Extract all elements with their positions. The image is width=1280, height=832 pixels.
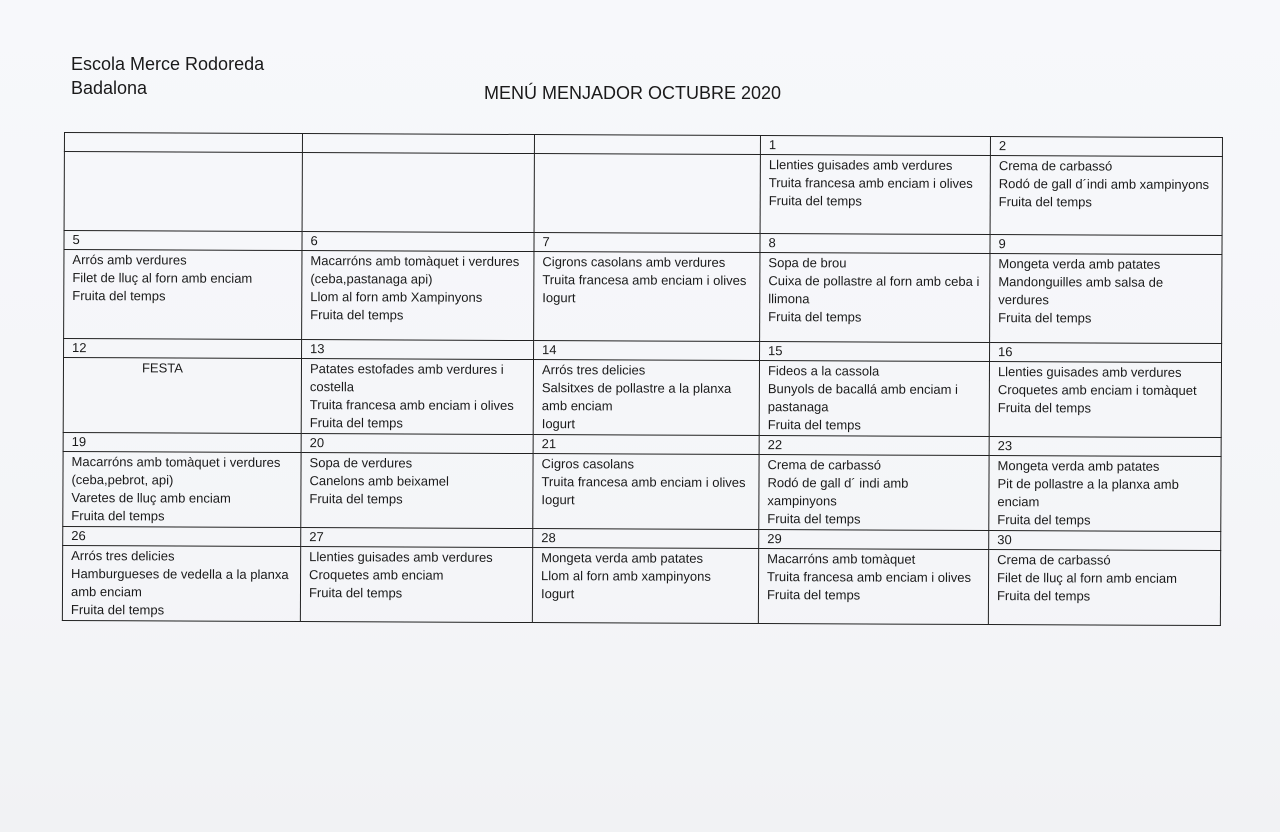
dish-item: Fideos a la cassola	[767, 363, 880, 379]
dish-item: Crema de carbassó	[997, 552, 1111, 568]
dish-item: Fruita del temps	[997, 512, 1091, 528]
dish-item: Mongeta verda amb patates	[541, 550, 704, 566]
day-menu-cell	[533, 454, 759, 530]
day-menu-cell	[300, 547, 532, 623]
dish-item: Fruita del temps	[768, 193, 862, 209]
day-menu-cell	[301, 359, 533, 435]
day-number: 27	[301, 528, 533, 548]
day-menu-cell	[64, 250, 302, 340]
dish-item: Varetes de lluç amb enciam	[71, 490, 231, 506]
dish-item: Iogurt	[541, 416, 576, 432]
week-menu-row	[62, 545, 1220, 625]
dish-item: Fruita del temps	[998, 194, 1092, 210]
dish-item: Arrós tres delicies	[541, 362, 646, 378]
dish-item: Iogurt	[541, 492, 575, 508]
day-menu-cell	[988, 550, 1220, 626]
day-menu-cell	[533, 360, 759, 436]
menu-title: MENÚ MENJADOR OCTUBRE 2020	[484, 83, 782, 103]
day-menu-cell	[760, 155, 990, 235]
day-menu-cell	[990, 156, 1222, 236]
dish-item: Crema de carbassó	[998, 158, 1113, 174]
dish-item: Fruita del temps	[71, 508, 165, 524]
dish-item: Fruita del temps	[768, 309, 862, 325]
day-number	[302, 134, 534, 154]
dish-item: Salsitxes de pollastre a la planxa amb enciam	[541, 380, 732, 414]
day-number: 29	[759, 530, 989, 550]
dish-item: Iogurt	[540, 586, 575, 602]
menu-calendar	[62, 132, 1224, 626]
menu-table	[62, 132, 1223, 626]
dish-item: Fruita del temps	[70, 602, 165, 618]
dish-item: Truita francesa amb enciam i olives	[309, 397, 514, 413]
dish-item: Bunyols de bacallá amb enciam i pastanaga	[767, 381, 958, 415]
dish-item: Fruita del temps	[996, 588, 1091, 604]
day-number: 22	[759, 436, 989, 456]
dish-item: Fruita del temps	[766, 587, 861, 603]
school-city: Badalona	[71, 78, 148, 98]
day-number: 2	[990, 137, 1222, 157]
day-menu-cell	[64, 152, 302, 232]
day-menu-cell	[759, 455, 989, 531]
day-menu-cell	[532, 548, 758, 624]
day-number: 30	[989, 531, 1221, 551]
dish-item: Llenties guisades amb verdures	[997, 364, 1182, 380]
day-number: 9	[990, 235, 1222, 255]
day-number: 5	[64, 231, 302, 251]
day-menu-cell	[302, 251, 534, 341]
day-number: 15	[760, 342, 990, 362]
dish-item: Llom al forn amb xampinyons	[541, 568, 711, 584]
day-number: 1	[760, 136, 990, 156]
dish-item: Fruita del temps	[767, 511, 861, 527]
dish-item: Rodó de gall d´indi amb xampinyons	[998, 176, 1210, 192]
dish-item: Llenties guisades amb verdures	[768, 157, 953, 173]
week-menu-row	[63, 358, 1221, 438]
day-menu-cell	[759, 361, 989, 437]
day-menu-cell	[989, 362, 1221, 438]
dish-item: Truita francesa amb enciam i olives	[542, 272, 747, 288]
week-menu-row	[64, 152, 1222, 236]
day-number: 23	[989, 437, 1221, 457]
dish-item: Crema de carbassó	[767, 457, 882, 473]
day-number: 8	[760, 234, 990, 254]
dish-item: Truita francesa amb enciam i olives	[768, 175, 973, 191]
day-menu-cell	[62, 545, 300, 621]
dish-item: Fruita del temps	[997, 400, 1092, 416]
day-number: 16	[990, 343, 1222, 363]
dish-item: Patates estofades amb verdures i costella	[309, 361, 504, 395]
day-number: 28	[533, 529, 759, 549]
holiday-label: FESTA	[141, 360, 183, 376]
school-name: Escola Merce Rodoreda	[71, 54, 265, 74]
dish-item: Mongeta verda amb patates	[998, 256, 1161, 272]
dish-item: Fruita del temps	[72, 288, 166, 304]
day-number: 20	[301, 434, 533, 454]
week-menu-row	[64, 250, 1222, 344]
day-number: 6	[302, 232, 534, 252]
dish-item: Sopa de brou	[768, 255, 847, 271]
day-menu-cell	[989, 456, 1221, 532]
day-menu-cell	[534, 252, 760, 342]
dish-item: Truita francesa amb enciam i olives	[767, 569, 972, 585]
dish-item: Arrós amb verdures	[72, 252, 187, 268]
day-menu-cell	[302, 153, 534, 233]
day-number: 13	[302, 340, 534, 360]
day-menu-cell	[534, 154, 760, 234]
dish-item: Filet de lluç al forn amb enciam	[72, 270, 253, 286]
day-number: 7	[534, 233, 760, 253]
dish-item: Canelons amb beixamel	[309, 473, 449, 489]
dish-item: Truita francesa amb enciam i olives	[541, 474, 746, 490]
day-number	[534, 135, 760, 155]
dish-item: Cigrons casolans amb verdures	[542, 254, 726, 270]
dish-item: Cuixa de pollastre al forn amb ceba i llimona	[768, 273, 980, 307]
dish-item: Hamburgueses de vedella a la planxa amb enciam	[70, 566, 289, 600]
day-menu-cell	[758, 549, 988, 625]
day-number: 14	[534, 341, 760, 361]
day-number: 19	[63, 432, 301, 452]
dish-item: Arrós tres delicies	[71, 548, 175, 564]
dish-item: Llom al forn amb Xampinyons	[310, 289, 483, 305]
dish-item: Fruita del temps	[309, 491, 403, 507]
dish-item: Macarróns amb tomàquet i verdures (ceba,pastanaga api)	[310, 253, 520, 287]
dish-item: Fruita del temps	[310, 307, 404, 323]
dish-item: Fruita del temps	[998, 310, 1092, 326]
day-menu-cell	[63, 358, 301, 434]
dish-item: Macarróns amb tomàquet	[767, 551, 916, 567]
dish-item: Pit de pollastre a la planxa amb enciam	[997, 476, 1179, 510]
dish-item: Cigros casolans	[541, 456, 635, 472]
day-number: 12	[64, 339, 302, 359]
school-header	[71, 52, 264, 100]
day-menu-cell	[63, 451, 301, 527]
day-menu-cell	[990, 254, 1222, 344]
dish-item: Sopa de verdures	[309, 455, 413, 471]
day-menu-cell	[760, 253, 990, 343]
day-number: 26	[63, 526, 301, 546]
dish-item: Fruita del temps	[767, 417, 861, 433]
day-number	[64, 133, 302, 153]
day-number: 21	[533, 435, 759, 455]
dish-item: Macarróns amb tomàquet i verdures (ceba,pebrot, api)	[71, 454, 281, 488]
dish-item: Llenties guisades amb verdures	[309, 549, 493, 565]
dish-item: Fruita del temps	[308, 585, 403, 601]
dish-item: Filet de lluç al forn amb enciam	[997, 570, 1178, 586]
dish-item: Croquetes amb enciam	[309, 567, 444, 583]
dish-item: Rodó de gall d´ indi amb xampinyons	[767, 475, 909, 509]
week-menu-row	[63, 451, 1221, 531]
day-menu-cell	[301, 453, 533, 529]
dish-item: Mongeta verda amb patates	[997, 458, 1160, 474]
dish-item: Croquetes amb enciam i tomàquet	[997, 382, 1197, 398]
dish-item: Iogurt	[542, 290, 576, 306]
dish-item: Fruita del temps	[309, 415, 403, 431]
dish-item: Mandonguilles amb salsa de verdures	[998, 274, 1164, 308]
